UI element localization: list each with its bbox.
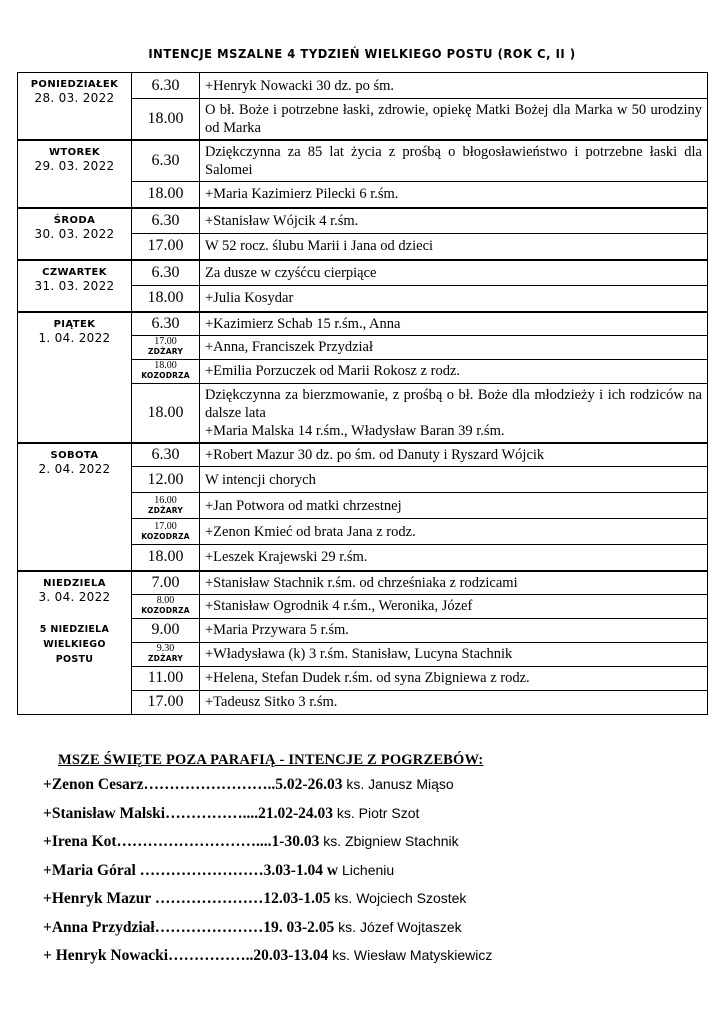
mass-place: ZDŻARY [148, 347, 183, 356]
mass-intention-cell [200, 286, 708, 312]
funeral-intention-name-dates: +Stanisław Malski……………....21.02-24.03 [43, 804, 334, 822]
day-name: NIEDZIELA [43, 577, 106, 589]
mass-time: 18.00 [154, 360, 177, 371]
mass-time-cell [132, 690, 200, 714]
mass-time: 18.00 [147, 403, 184, 421]
mass-row [18, 140, 708, 182]
mass-intention: +Jan Potwora od matki chrzestnej [205, 497, 402, 514]
day-cell [18, 73, 132, 141]
mass-intention-second: +Maria Malska 14 r.śm., Władysław Baran 39 r.śm. [205, 422, 505, 439]
day-cell [18, 208, 132, 260]
mass-intention-cell [200, 73, 708, 99]
mass-intention: +Tadeusz Sitko 3 r.śm. [205, 694, 338, 710]
mass-intention-cell [200, 642, 708, 666]
mass-intention-cell [200, 359, 708, 383]
mass-intention: +Julia Kosydar [205, 290, 294, 307]
mass-intention-cell [200, 618, 708, 642]
outside-list [43, 773, 683, 973]
mass-intention-cell [200, 312, 708, 336]
day-note-line: POSTU [55, 653, 94, 665]
day-date: 3. 04. 2022 [38, 589, 111, 604]
mass-time: 18.00 [147, 110, 184, 127]
day-note-line: 5 NIEDZIELA [39, 623, 110, 635]
mass-intention: Za dusze w czyśćcu cierpiące [205, 264, 377, 281]
mass-time: 17.00 [147, 237, 184, 255]
page-title: INTENCJE MSZALNE 4 TYDZIEŃ WIELKIEGO POSTU (ROK C, II ) [148, 46, 576, 61]
mass-time-cell [132, 443, 200, 467]
day-name: ŚRODA [53, 214, 96, 226]
mass-row [18, 260, 708, 286]
mass-row [18, 443, 708, 467]
mass-intention: W 52 rocz. ślubu Marii i Jana od dzieci [205, 238, 434, 255]
mass-intention: +Emilia Porzuczek od Marii Rokosz z rodz. [205, 363, 461, 379]
mass-intention-cell [200, 140, 708, 182]
funeral-intention-row [43, 887, 683, 916]
day-name: CZWARTEK [42, 266, 107, 278]
mass-time: 6.30 [151, 445, 180, 463]
mass-intention: +Henryk Nowacki 30 dz. po śm. [205, 77, 394, 94]
day-name: PONIEDZIAŁEK [30, 79, 119, 90]
funeral-intention-name-dates: +Anna Przydział…………………19. 03-2.05 [43, 918, 335, 936]
funeral-intention-row [43, 802, 683, 831]
funeral-intention-name-dates: +Henryk Mazur …………………12.03-1.05 [43, 890, 331, 907]
mass-intention: +Leszek Krajewski 29 r.śm. [205, 549, 368, 566]
mass-time: 18.00 [147, 289, 184, 307]
mass-time-cell [132, 467, 200, 493]
day-cell [18, 443, 132, 571]
day-date: 1. 04. 2022 [38, 330, 111, 345]
mass-intention-cell [200, 182, 708, 208]
mass-time-cell [132, 666, 200, 690]
mass-time-cell [132, 73, 200, 99]
mass-place: ZDŻARY [148, 505, 183, 515]
mass-time: 6.30 [151, 211, 180, 229]
mass-intention-cell [200, 260, 708, 286]
mass-intention: +Kazimierz Schab 15 r.śm., Anna [205, 315, 401, 332]
mass-time: 17.00 [154, 520, 177, 532]
mass-time-cell [132, 286, 200, 312]
funeral-intention-priest: ks. Janusz Miąso [342, 776, 454, 792]
day-name: PIĄTEK [53, 318, 96, 330]
mass-row [18, 208, 708, 234]
mass-intention: +Stanisław Ogrodnik 4 r.śm., Weronika, Józef [205, 598, 473, 614]
funeral-intention-name-dates: +Maria Góral ……………………3.03-1.04 w [43, 861, 339, 879]
mass-intention-cell [200, 383, 708, 443]
mass-time-cell [132, 208, 200, 234]
funeral-intention-priest: ks. Wiesław Matyskiewicz [328, 947, 493, 963]
mass-intention-cell [200, 545, 708, 571]
funeral-intention-row [43, 773, 683, 802]
mass-time-cell [132, 545, 200, 571]
mass-place: KOZODRZA [141, 371, 190, 380]
mass-intention-cell [200, 594, 708, 618]
mass-time: 12.00 [147, 470, 184, 488]
mass-time: 6.30 [151, 263, 180, 281]
day-cell [18, 571, 132, 715]
mass-time: 17.00 [147, 693, 184, 710]
mass-time: 17.00 [154, 336, 177, 347]
mass-time-cell [132, 234, 200, 260]
mass-intention: +Stanisław Stachnik r.śm. od chrześniaka z rodzicami [205, 574, 518, 591]
mass-intention-cell [200, 493, 708, 519]
mass-row [18, 571, 708, 595]
mass-time-cell [132, 642, 200, 666]
day-date: 31. 03. 2022 [34, 278, 115, 293]
mass-intention: O bł. Boże i potrzebne łaski, zdrowie, opiekę Matki Bożej dla Marka w 50 urodziny od Marka [205, 102, 702, 136]
mass-time: 7.00 [151, 573, 180, 591]
mass-time-cell [132, 335, 200, 359]
mass-place: ZDŻARY [148, 654, 183, 663]
mass-intention-cell [200, 519, 708, 545]
day-name: WTOREK [48, 147, 101, 158]
mass-intention: Dziękczynna za bierzmowanie, z prośbą o bł. Boże dla młodzieży i ich rodziców na dalsze lata [205, 386, 702, 421]
mass-time-cell [132, 312, 200, 336]
day-cell [18, 260, 132, 312]
mass-intention-cell [200, 335, 708, 359]
funeral-intention-priest: ks. Józef Wojtaszek [334, 918, 462, 935]
mass-intention-cell [200, 208, 708, 234]
mass-time-cell [132, 182, 200, 208]
mass-place: KOZODRZA [141, 531, 190, 541]
mass-intention: +Władysława (k) 3 r.śm. Stanisław, Lucyna Stachnik [205, 646, 513, 662]
mass-intention: +Zenon Kmieć od brata Jana z rodz. [205, 523, 416, 540]
mass-row [18, 312, 708, 336]
day-name: SOBOTA [50, 449, 99, 461]
mass-time-cell [132, 140, 200, 182]
mass-time-cell [132, 571, 200, 595]
mass-time: 6.30 [151, 152, 180, 169]
mass-intention-cell [200, 443, 708, 467]
day-date: 2. 04. 2022 [38, 461, 111, 476]
mass-time-cell [132, 383, 200, 443]
mass-time: 6.30 [151, 314, 180, 332]
mass-time-cell [132, 519, 200, 545]
funeral-intention-priest: Licheniu [338, 861, 395, 878]
mass-time: 18.00 [147, 548, 184, 566]
mass-intention: +Robert Mazur 30 dz. po śm. od Danuty i Ryszard Wójcik [205, 446, 545, 463]
day-note-line: WIELKIEGO [43, 638, 106, 650]
mass-time-cell [132, 260, 200, 286]
day-cell [18, 312, 132, 443]
funeral-intention-row [43, 859, 683, 888]
day-cell [18, 140, 132, 208]
funeral-intention-name-dates: +Zenon Cesarz……………………..5.02-26.03 [43, 776, 343, 793]
funeral-intention-name-dates: + Henryk Nowacki……………..20.03-13.04 [43, 947, 329, 964]
mass-intention-cell [200, 234, 708, 260]
funeral-intention-row [43, 944, 683, 973]
mass-time: 18.00 [147, 185, 184, 203]
mass-schedule-table [17, 72, 708, 715]
mass-time: 9.30 [156, 643, 175, 654]
mass-time: 6.30 [151, 76, 180, 94]
funeral-intention-name-dates: +Irena Kot………………………....1-30.03 [43, 833, 320, 850]
mass-time-cell [132, 493, 200, 519]
mass-intention: +Stanisław Wójcik 4 r.śm. [205, 212, 359, 229]
mass-row [18, 73, 708, 99]
mass-time: 9.00 [151, 621, 180, 638]
mass-place: KOZODRZA [141, 606, 190, 615]
funeral-intention-priest: ks. Piotr Szot [333, 804, 420, 821]
mass-intention: W intencji chorych [205, 471, 316, 488]
mass-intention: +Helena, Stefan Dudek r.śm. od syna Zbigniewa z rodz. [205, 670, 530, 686]
funeral-intention-row [43, 916, 683, 945]
mass-intention-cell [200, 571, 708, 595]
mass-time-cell [132, 594, 200, 618]
mass-time: 8.00 [156, 595, 175, 606]
day-date: 30. 03. 2022 [34, 226, 115, 241]
mass-time: 11.00 [147, 669, 184, 686]
mass-intention-cell [200, 690, 708, 714]
mass-time: 16.00 [154, 494, 177, 506]
mass-time-cell [132, 359, 200, 383]
mass-time-cell [132, 618, 200, 642]
day-liturgical-note [18, 622, 131, 667]
funeral-intention-row [43, 830, 683, 859]
day-date: 29. 03. 2022 [34, 159, 115, 173]
mass-intention-cell [200, 99, 708, 141]
mass-intention: Dziękczynna za 85 lat życia z prośbą o błogosławieństwo i potrzebne łaski dla Salomei [205, 144, 702, 178]
outside-parish-section [43, 752, 683, 973]
mass-intention: +Maria Przywara 5 r.śm. [205, 622, 349, 638]
mass-time-cell [132, 99, 200, 141]
outside-heading: MSZE ŚWIĘTE POZA PARAFIĄ - INTENCJE Z POGRZEBÓW: [58, 752, 484, 768]
mass-schedule-body [18, 73, 708, 715]
mass-intention: +Maria Kazimierz Pilecki 6 r.śm. [205, 186, 399, 203]
mass-intention-cell [200, 467, 708, 493]
day-date: 28. 03. 2022 [34, 91, 115, 105]
funeral-intention-priest: ks. Wojciech Szostek [330, 890, 467, 906]
funeral-intention-priest: ks. Zbigniew Stachnik [319, 833, 459, 849]
mass-intention: +Anna, Franciszek Przydział [205, 339, 374, 355]
mass-intention-cell [200, 666, 708, 690]
